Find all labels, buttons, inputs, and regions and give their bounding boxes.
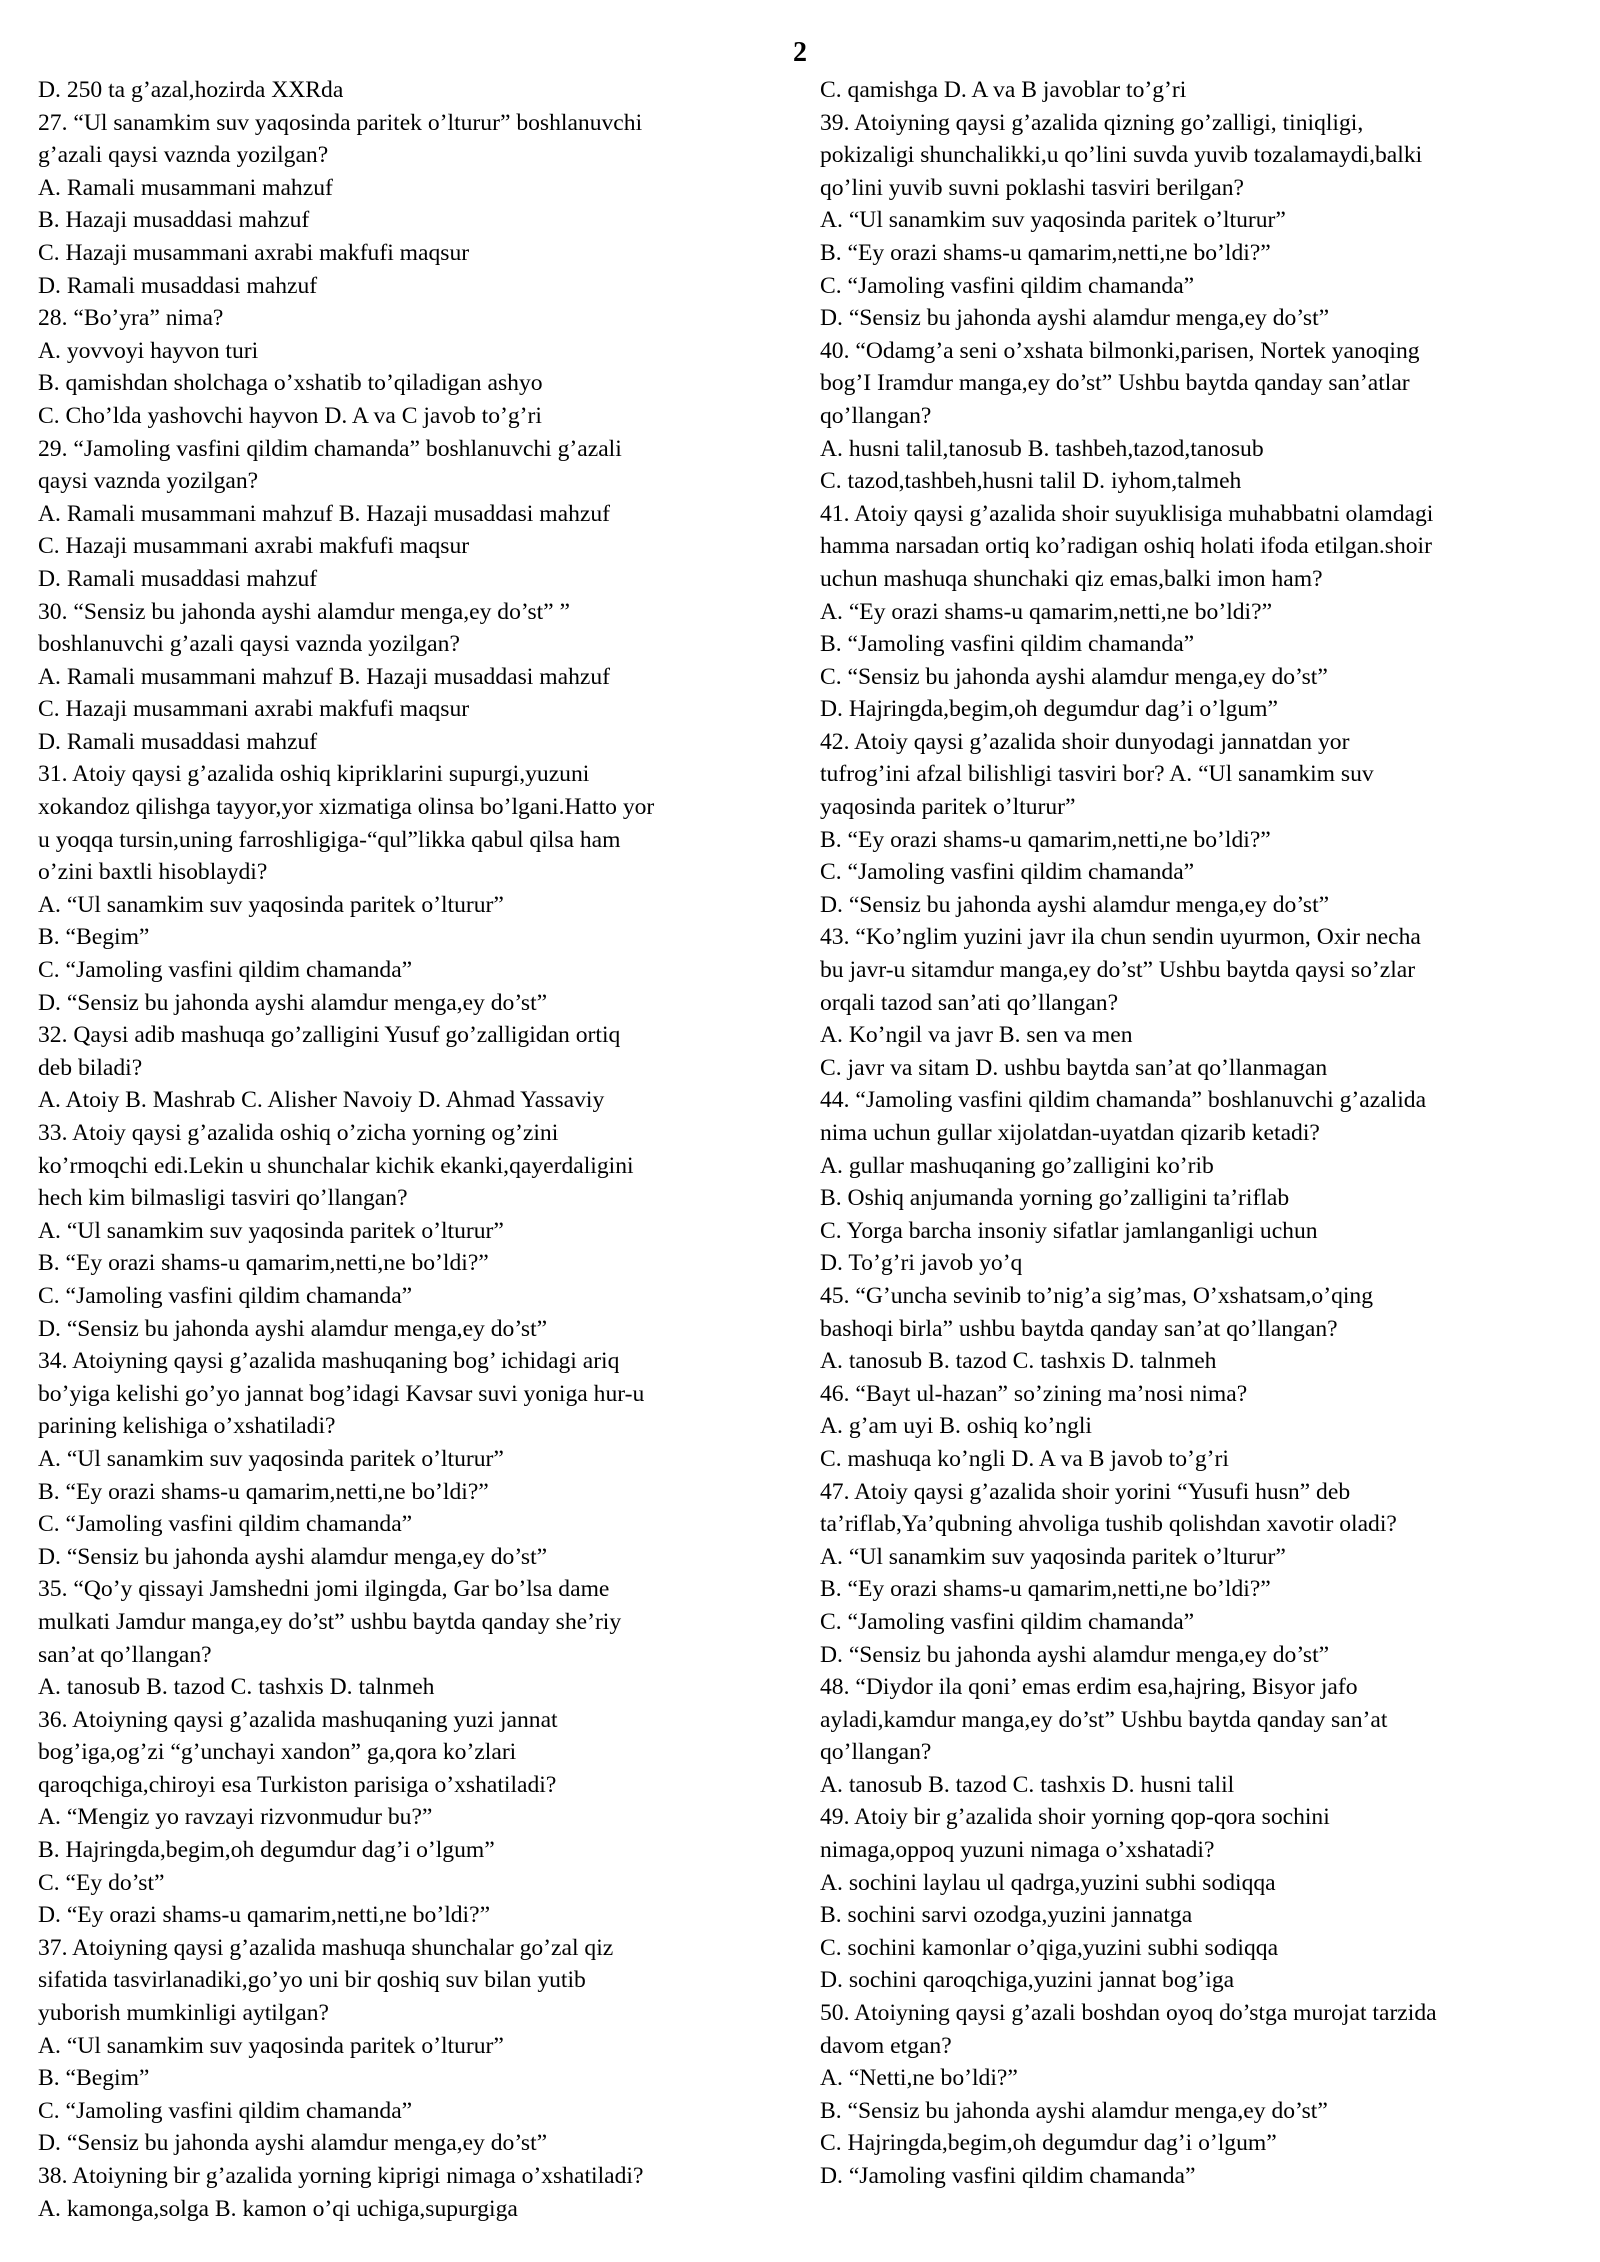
text-line: C. javr va sitam D. ushbu baytda san’at qo’llanmagan [820, 1054, 1328, 1081]
text-line: A. tanosub B. tazod C. tashxis D. husni talil [820, 1771, 1235, 1798]
text-line: C. “Ey do’st” [38, 1869, 165, 1896]
text-line: qo’lini yuvib suvni poklashi tasviri berilgan? [820, 174, 1244, 201]
text-line: C. tazod,tashbeh,husni talil D. iyhom,talmeh [820, 468, 1242, 495]
text-line: B. “Ey orazi shams-u qamarim,netti,ne bo’ldi?” [820, 239, 1271, 266]
text-line: C. Hazaji musammani axrabi makfufi maqsur [38, 239, 470, 266]
text-line: 34. Atoiyning qaysi g’azalida mashuqaning bog’ ichidagi ariq [38, 1348, 620, 1375]
text-line: o’zini baxtli hisoblaydi? [38, 859, 268, 886]
text-line: D. “Sensiz bu jahonda ayshi alamdur menga,ey do’st” [38, 1543, 548, 1570]
text-line: mulkati Jamdur manga,ey do’st” ushbu baytda qanday she’riy [38, 1608, 622, 1635]
text-line: D. “Sensiz bu jahonda ayshi alamdur menga,ey do’st” [38, 989, 548, 1016]
text-line: C. “Jamoling vasfini qildim chamanda” [38, 1511, 413, 1538]
text-line: 32. Qaysi adib mashuqa go’zalligini Yusuf go’zalligidan ortiq [38, 1022, 621, 1049]
text-line: 40. “Odamg’a seni o’xshata bilmonki,parisen, Nortek yanoqing [820, 337, 1420, 364]
text-line: A. “Ul sanamkim suv yaqosinda paritek o’lturur” [38, 1217, 504, 1244]
text-line: A. Ramali musammani mahzuf [38, 174, 333, 201]
text-line: hech kim bilmasligi tasviri qo’llangan? [38, 1185, 408, 1212]
text-line: 46. “Bayt ul-hazan” so’zining ma’nosi nima? [820, 1380, 1248, 1407]
text-line: D. “Sensiz bu jahonda ayshi alamdur menga,ey do’st” [820, 305, 1330, 332]
text-line: bog’iga,og’zi “g’unchayi xandon” ga,qora ko’zlari [38, 1739, 517, 1766]
text-line: B. Hajringda,begim,oh degumdur dag’i o’lgum” [38, 1837, 495, 1864]
text-line: B. “Begim” [38, 2065, 150, 2092]
text-line: 48. “Diydor ila qoni’ emas erdim esa,hajring, Bisyor jafo [820, 1674, 1358, 1701]
text-line: C. “Jamoling vasfini qildim chamanda” [820, 272, 1195, 299]
text-line: A. tanosub B. tazod C. tashxis D. talnmeh [38, 1674, 435, 1701]
text-line: D. “Jamoling vasfini qildim chamanda” [820, 2163, 1196, 2189]
text-line: 30. “Sensiz bu jahonda ayshi alamdur menga,ey do’st” ” [38, 598, 571, 625]
text-line: A. “Ul sanamkim suv yaqosinda paritek o’lturur” [820, 207, 1286, 234]
text-line: qo’llangan? [820, 1739, 932, 1766]
text-line: 44. “Jamoling vasfini qildim chamanda” boshlanuvchi g’azalida [820, 1087, 1427, 1114]
text-line: A. “Ul sanamkim suv yaqosinda paritek o’lturur” [38, 1445, 504, 1472]
text-line: ayladi,kamdur manga,ey do’st” Ushbu baytda qanday san’at [820, 1706, 1388, 1733]
text-line: u yoqqa tursin,uning farroshligiga-“qul”likka qabul qilsa ham [38, 826, 621, 853]
text-line: B. “Ey orazi shams-u qamarim,netti,ne bo’ldi?” [38, 1478, 489, 1505]
text-line: D. “Sensiz bu jahonda ayshi alamdur menga,ey do’st” [820, 891, 1330, 918]
left-column [38, 74, 794, 2225]
text-line: D. “Ey orazi shams-u qamarim,netti,ne bo’ldi?” [38, 1902, 491, 1929]
text-line: A. Ramali musammani mahzuf B. Hazaji musaddasi mahzuf [38, 663, 610, 690]
text-line: D. Ramali musaddasi mahzuf [38, 728, 318, 755]
text-line: san’at qo’llangan? [38, 1641, 212, 1668]
text-line: C. “Jamoling vasfini qildim chamanda” [38, 2097, 413, 2124]
text-line: davom etgan? [820, 2032, 952, 2059]
text-line: D. Hajringda,begim,oh degumdur dag’i o’lgum” [820, 696, 1279, 723]
text-line: B. “Ey orazi shams-u qamarim,netti,ne bo’ldi?” [820, 826, 1271, 853]
text-line: A. husni talil,tanosub B. tashbeh,tazod,tanosub [820, 435, 1264, 462]
text-line: nima uchun gullar xijolatdan-uyatdan qizarib ketadi? [820, 1120, 1320, 1146]
text-line: 33. Atoiy qaysi g’azalida oshiq o’zicha yorning og’zini [38, 1120, 559, 1146]
text-line: A. Ramali musammani mahzuf B. Hazaji musaddasi mahzuf [38, 500, 610, 527]
text-line: 37. Atoiyning qaysi g’azalida mashuqa shunchalar go’zal qiz [38, 1934, 614, 1961]
text-line: A. g’am uyi B. oshiq ko’ngli [820, 1413, 1092, 1440]
text-line: 35. “Qo’y qissayi Jamshedni jomi ilgingda, Gar bo’lsa dame [38, 1576, 610, 1603]
text-line: A. Ko’ngil va javr B. sen va men [820, 1022, 1133, 1049]
text-line: 36. Atoiyning qaysi g’azalida mashuqaning yuzi jannat [38, 1706, 558, 1733]
text-line: ta’riflab,Ya’qubning ahvoliga tushib qolishdan xavotir oladi? [820, 1511, 1397, 1538]
page-number: 2 [793, 37, 807, 68]
text-line: A. sochini laylau ul qadrga,yuzini subhi sodiqqa [820, 1869, 1276, 1896]
text-line: 27. “Ul sanamkim suv yaqosinda paritek o’lturur” boshlanuvchi [38, 109, 643, 136]
text-line: 50. Atoiyning qaysi g’azali boshdan oyoq do’stga murojat tarzida [820, 2000, 1437, 2027]
text-line: A. kamonga,solga B. kamon o’qi uchiga,supurgiga [38, 2195, 518, 2222]
text-line: B. “Jamoling vasfini qildim chamanda” [820, 631, 1195, 658]
text-line: C. mashuqa ko’ngli D. A va B javob to’g’ri [820, 1445, 1229, 1472]
text-line: D. “Sensiz bu jahonda ayshi alamdur menga,ey do’st” [820, 1641, 1330, 1668]
text-line: A. “Netti,ne bo’ldi?” [820, 2065, 1018, 2092]
text-line: 41. Atoiy qaysi g’azalida shoir suyuklisiga muhabbatni olamdagi [820, 500, 1434, 527]
text-line: C. “Jamoling vasfini qildim chamanda” [38, 957, 413, 984]
text-line: hamma narsadan ortiq ko’radigan oshiq holati ifoda etilgan.shoir [820, 533, 1432, 560]
text-line: D. “Sensiz bu jahonda ayshi alamdur menga,ey do’st” [38, 2130, 548, 2157]
text-line: C. Hajringda,begim,oh degumdur dag’i o’lgum” [820, 2130, 1277, 2157]
text-line: D. sochini qaroqchiga,yuzini jannat bog’iga [820, 1967, 1235, 1994]
text-line: D. Ramali musaddasi mahzuf [38, 565, 318, 592]
text-line: C. “Jamoling vasfini qildim chamanda” [820, 1608, 1195, 1635]
text-line: 39. Atoiyning qaysi g’azalida qizning go’zalligi, tiniqligi, [820, 109, 1364, 136]
text-line: A. “Mengiz yo ravzayi rizvonmudur bu?” [38, 1804, 433, 1831]
text-line: B. Hazaji musaddasi mahzuf [38, 207, 310, 234]
text-line: A. Atoiy B. Mashrab C. Alisher Navoiy D. Ahmad Yassaviy [38, 1087, 605, 1114]
text-line: C. sochini kamonlar o’qiga,yuzini subhi sodiqqa [820, 1934, 1279, 1961]
text-line: A. “Ul sanamkim suv yaqosinda paritek o’lturur” [38, 2032, 504, 2059]
text-line: bu javr-u sitamdur manga,ey do’st” Ushbu baytda qaysi so’zlar [820, 957, 1416, 984]
text-line: uchun mashuqa shunchaki qiz emas,balki imon ham? [820, 565, 1323, 592]
text-line: A. “Ey orazi shams-u qamarim,netti,ne bo’ldi?” [820, 598, 1273, 625]
text-line: g’azali qaysi vaznda yozilgan? [38, 142, 329, 169]
text-line: D. To’g’ri javob yo’q [820, 1250, 1023, 1277]
text-line: parining kelishiga o’xshatiladi? [38, 1413, 336, 1440]
text-line: A. “Ul sanamkim suv yaqosinda paritek o’lturur” [38, 891, 504, 918]
text-line: bashoqi birla” ushbu baytda qanday san’at qo’llangan? [820, 1315, 1338, 1342]
text-line: C. Cho’lda yashovchi hayvon D. A va C javob to’g’ri [38, 402, 542, 429]
text-line: bo’yiga kelishi go’yo jannat bog’idagi Kavsar suvi yoniga hur-u [38, 1380, 645, 1407]
text-line: A. “Ul sanamkim suv yaqosinda paritek o’lturur” [820, 1543, 1286, 1570]
text-line: B. sochini sarvi ozodga,yuzini jannatga [820, 1902, 1193, 1929]
text-line: 47. Atoiy qaysi g’azalida shoir yorini “Yusufi husn” deb [820, 1478, 1351, 1505]
text-line: A. yovvoyi hayvon turi [38, 337, 259, 364]
text-line: 38. Atoiyning bir g’azalida yorning kiprigi nimaga o’xshatiladi? [38, 2163, 644, 2189]
text-line: xokandoz qilishga tayyor,yor xizmatiga olinsa bo’lgani.Hatto yor [38, 794, 655, 821]
text-line: 49. Atoiy bir g’azalida shoir yorning qop-qora sochini [820, 1804, 1330, 1831]
text-line: D. “Sensiz bu jahonda ayshi alamdur menga,ey do’st” [38, 1315, 548, 1342]
text-line: qaroqchiga,chiroyi esa Turkiston parisiga o’xshatiladi? [38, 1771, 557, 1798]
text-line: C. qamishga D. A va B javoblar to’g’ri [820, 77, 1187, 103]
text-line: B. “Begim” [38, 924, 150, 951]
text-line: B. qamishdan sholchaga o’xshatib to’qiladigan ashyo [38, 370, 543, 397]
text-line: B. “Ey orazi shams-u qamarim,netti,ne bo’ldi?” [38, 1250, 489, 1277]
text-line: ko’rmoqchi edi.Lekin u shunchalar kichik ekanki,qayerdaligini [38, 1152, 634, 1179]
text-line: C. Hazaji musammani axrabi makfufi maqsur [38, 696, 470, 723]
text-line: 45. “G’uncha sevinib to’nig’a sig’mas, O’xshatsam,o’qing [820, 1282, 1374, 1309]
text-line: sifatida tasvirlanadiki,go’yo uni bir qoshiq suv bilan yutib [38, 1967, 586, 1994]
text-line: bog’I Iramdur manga,ey do’st” Ushbu baytda qanday san’atlar [820, 370, 1410, 397]
text-line: D. 250 ta g’azal,hozirda XXRda [38, 77, 344, 103]
text-line: C. Hazaji musammani axrabi makfufi maqsur [38, 533, 470, 560]
right-column [820, 74, 1580, 2193]
text-line: 28. “Bo’yra” nima? [38, 305, 224, 332]
text-line: nimaga,oppoq yuzuni nimaga o’xshatadi? [820, 1837, 1215, 1864]
text-line: pokizaligi shunchalikki,u qo’lini suvda yuvib tozalamaydi,balki [820, 142, 1423, 169]
text-line: qaysi vaznda yozilgan? [38, 468, 259, 495]
text-line: C. “Jamoling vasfini qildim chamanda” [38, 1282, 413, 1309]
text-line: yuborish mumkinligi aytilgan? [38, 2000, 329, 2027]
text-line: 42. Atoiy qaysi g’azalida shoir dunyodagi jannatdan yor [820, 728, 1350, 755]
text-line: orqali tazod san’ati qo’llangan? [820, 989, 1119, 1016]
text-line: 43. “Ko’nglim yuzini javr ila chun sendin uyurmon, Oxir necha [820, 924, 1421, 951]
text-line: yaqosinda paritek o’lturur” [820, 794, 1076, 821]
text-line: B. “Sensiz bu jahonda ayshi alamdur menga,ey do’st” [820, 2097, 1328, 2124]
text-line: B. Oshiq anjumanda yorning go’zalligini ta’riflab [820, 1185, 1290, 1212]
text-line: tufrog’ini afzal bilishligi tasviri bor? A. “Ul sanamkim suv [820, 761, 1374, 788]
text-line: C. “Jamoling vasfini qildim chamanda” [820, 859, 1195, 886]
text-line: 29. “Jamoling vasfini qildim chamanda” boshlanuvchi g’azali [38, 435, 622, 462]
text-line: D. Ramali musaddasi mahzuf [38, 272, 318, 299]
text-line: A. gullar mashuqaning go’zalligini ko’rib [820, 1152, 1214, 1179]
text-line: 31. Atoiy qaysi g’azalida oshiq kipriklarini supurgi,yuzuni [38, 761, 590, 788]
text-line: boshlanuvchi g’azali qaysi vaznda yozilgan? [38, 631, 460, 658]
text-line: A. tanosub B. tazod C. tashxis D. talnmeh [820, 1348, 1217, 1375]
text-line: C. “Sensiz bu jahonda ayshi alamdur menga,ey do’st” [820, 663, 1328, 690]
text-line: B. “Ey orazi shams-u qamarim,netti,ne bo’ldi?” [820, 1576, 1271, 1603]
text-line: deb biladi? [38, 1054, 143, 1081]
text-line: qo’llangan? [820, 402, 932, 429]
text-line: C. Yorga barcha insoniy sifatlar jamlanganligi uchun [820, 1217, 1318, 1244]
